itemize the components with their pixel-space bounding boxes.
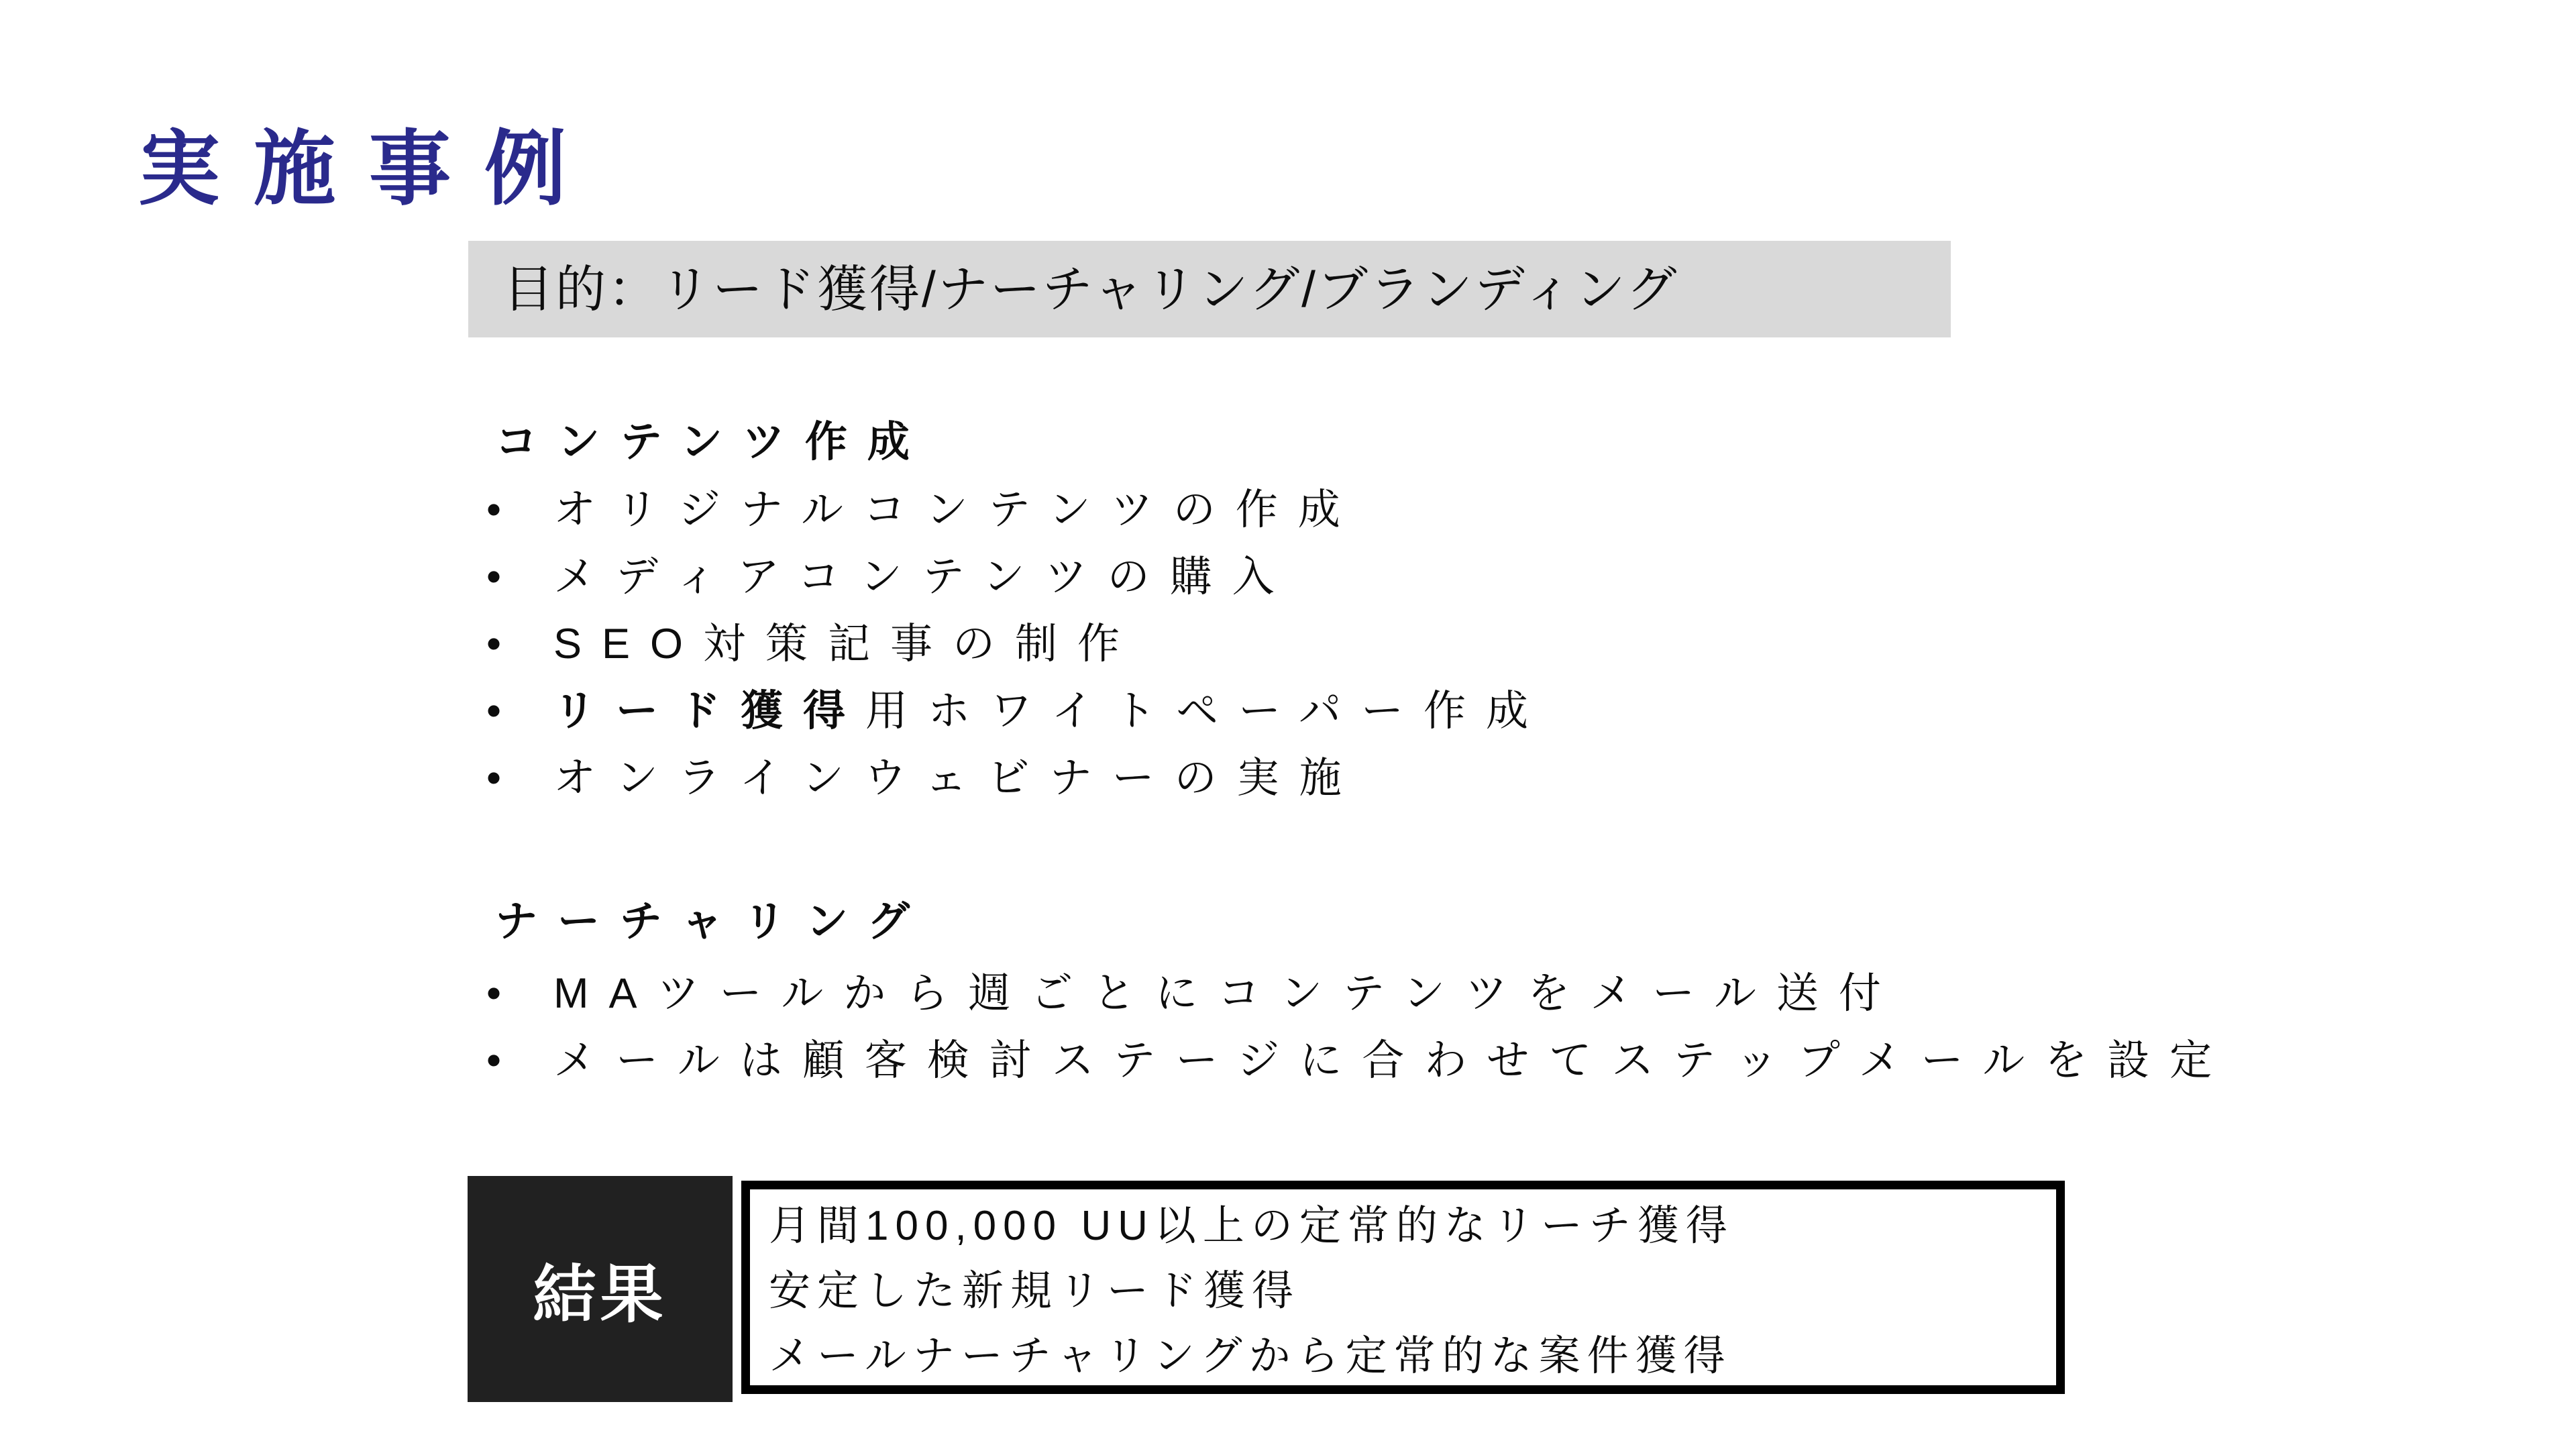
list-item — [486, 678, 1548, 745]
result-label-cell — [468, 1176, 733, 1402]
result-box — [468, 1176, 2065, 1402]
list-item — [486, 960, 2232, 1027]
list-item — [486, 476, 1548, 543]
result-line: メールナーチャリングから定常的な案件獲得 — [769, 1333, 1732, 1379]
bullet-icon: • — [486, 755, 502, 802]
list-item — [486, 543, 1548, 610]
bullet-icon: • — [486, 688, 502, 735]
bullet-list-content-creation — [486, 476, 1548, 812]
section-heading-content-creation: コンテンツ作成 — [495, 419, 930, 466]
bullet-text: メールは顧客検討ステージに合わせてステップメールを設定 — [553, 1037, 2233, 1084]
section-heading-nurturing: ナーチャリング — [495, 898, 930, 945]
result-label: 結果 — [533, 1259, 667, 1330]
bullet-icon: • — [486, 970, 502, 1017]
bullet-icon: • — [486, 486, 502, 533]
bullet-text-bold: リード獲得 — [553, 688, 865, 735]
bullet-icon: • — [486, 1037, 502, 1084]
bullet-icon: • — [486, 621, 502, 667]
result-body — [741, 1181, 2065, 1394]
bullet-list-nurturing — [486, 960, 2232, 1094]
list-item — [486, 1027, 2232, 1094]
bullet-text: オンラインウェビナーの実施 — [553, 755, 1362, 802]
bullet-text: メディアコンテンツの購入 — [553, 553, 1295, 600]
purpose-label: 目的：リード獲得/ナーチャリング/ブランディング — [503, 261, 1679, 317]
list-item — [486, 610, 1548, 678]
result-line: 月間100,000 UU以上の定常的なリーチ獲得 — [769, 1203, 1734, 1249]
bullet-text: 用ホワイトペーパー作成 — [865, 688, 1548, 735]
page-title: 実施事例 — [138, 123, 600, 215]
bullet-text: MAツールから週ごとにコンテンツをメール送付 — [553, 970, 1901, 1017]
bullet-icon: • — [486, 553, 502, 600]
bullet-text: オリジナルコンテンツの作成 — [553, 486, 1360, 533]
result-line: 安定した新規リード獲得 — [769, 1268, 1301, 1314]
purpose-banner — [468, 241, 1951, 337]
bullet-text: SEO対策記事の制作 — [553, 621, 1140, 667]
list-item — [486, 745, 1548, 812]
